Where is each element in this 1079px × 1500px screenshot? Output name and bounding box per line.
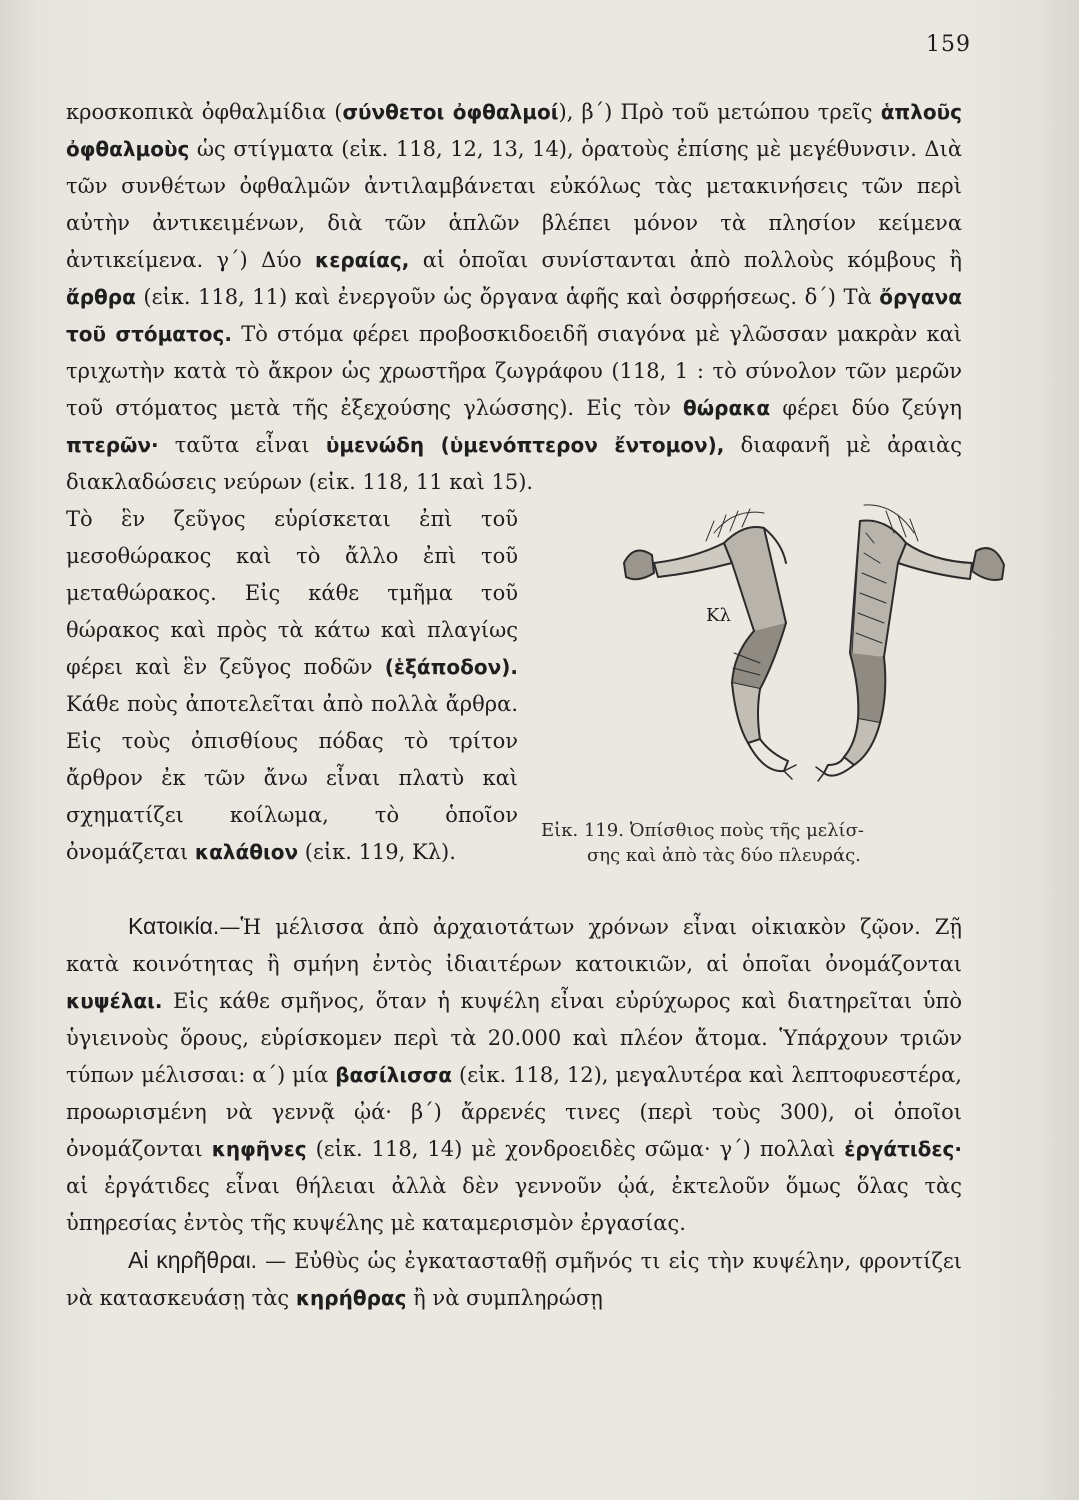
section-heading: Κατοικία. <box>128 913 220 939</box>
figure-bee-hind-leg <box>614 503 1014 803</box>
bold-term: κηφῆνες <box>211 1137 307 1161</box>
text-run: (εἰκ. 118, 11) καὶ ἐνεργοῦν ὡς ὄργανα ἁφῆς καὶ ὀσφρήσεως. δ΄) Τὰ <box>135 285 880 309</box>
text-run: Ἡ μέλισσα ἀπὸ ἀρχαιοτάτων χρόνων εἶναι οἰκιακὸν ζῷον. Ζῇ κατὰ κοινότητας ἢ σμήνη ἐντὸς ἰδιαιτέρων κατοικιῶν, αἱ ὁποῖαι ὀνομάζονται <box>66 915 962 976</box>
text-run: (εἰκ. 118, 14) μὲ χονδροειδὲς σῶμα· γ΄) πολλαὶ <box>306 1137 845 1161</box>
text-run: ταῦτα εἶναι <box>158 433 326 457</box>
text-run: — <box>257 1249 295 1273</box>
text-run: (εἰκ. 118, 12), μεγαλυτέρα καὶ λεπτοφυεστέρα, προωρισμένη νὰ γεννᾷ ᾠά· β΄) ἄρρενές τινες (περὶ τοὺς 300), οἱ ὁποῖοι ὀνομάζονται <box>66 1063 962 1161</box>
caption-line-1: Εἰκ. 119. Ὀπίσθιος ποὺς τῆς μελίσ- <box>541 820 864 841</box>
bold-term: κυψέλαι. <box>66 989 163 1013</box>
paragraph-legs <box>66 501 518 871</box>
bold-term: ὑμενώδη (ὑμενόπτερον ἔντομον), <box>325 433 725 457</box>
text-run: Εὐθὺς ὡς ἐγκατασταθῇ σμῆνός τι εἰς τὴν κυψέλην, φροντίζει νὰ κατασκευάσῃ τὰς <box>66 1249 962 1310</box>
text-run: Τὸ ἓν ζεῦγος εὑρίσκεται ἐπὶ τοῦ μεσοθώρακος καὶ τὸ ἄλλο ἐπὶ τοῦ μεταθώρακος. Εἰς κάθε τμῆμα τοῦ θώρακος καὶ πρὸς τὰ κάτω καὶ πλαγίως φέρει καὶ ἓν ζεῦγος ποδῶν <box>66 507 518 679</box>
bold-term: θώρακα <box>683 396 771 420</box>
text-run: Εἰς κάθε σμῆνος, ὅταν ἡ κυψέλη εἶναι εὐρύχωρος καὶ διατηρεῖται ὑπὸ ὑγιεινοὺς ὅρους, εὑρίσκομεν περὶ τὰ 20.000 καὶ πλέον ἄτομα. Ὑπάρχουν τριῶν τύπων μέλισσαι: α΄) μία <box>66 989 962 1087</box>
bold-term: καλάθιον <box>194 840 299 864</box>
bold-term: σύνθετοι ὀφθαλμοί <box>342 100 559 124</box>
section-heading: Αἱ κηρῆθραι. <box>128 1247 258 1273</box>
text-run: ὡς στίγματα (εἰκ. 118, 12, 13, 14), ὁρατοὺς ἐπίσης μὲ μεγέθυνσιν. Διὰ τῶν συνθέτων ὀφθαλμῶν ἀντιλαμβάνεται εὐκόλως τὰς μετακινήσεις τῶν περὶ αὐτὴν ἀντικειμένων, διὰ τῶν ἁπλῶν βλέπει μόνον τὰ πλησίον κείμενα ἀντικείμενα. γ΄) Δύο <box>66 137 962 272</box>
text-run: ), β΄) Πρὸ τοῦ μετώπου τρεῖς <box>558 100 881 124</box>
paragraph-compound-eyes <box>66 94 962 501</box>
text-run: διαφανῆ μὲ ἀραιὰς διακλαδώσεις νεύρων (εἰκ. 118, 11 καὶ 15). <box>66 433 963 494</box>
bold-term: κηρήθρας <box>295 1286 407 1310</box>
text-run: φέρει δύο ζεύγη <box>770 396 962 420</box>
bold-term: ἄρθρα <box>66 285 136 309</box>
text-run: αἱ ὁποῖαι συνίστανται ἀπὸ πολλοὺς κόμβους ἢ <box>409 248 962 272</box>
text-run: αἱ ἐργάτιδες εἶναι θήλειαι ἀλλὰ δὲν γεννοῦν ᾠά, ἐκτελοῦν ὅμως ὅλας τὰς ὑπηρεσίας ἐντὸς τῆς κυψέλης μὲ καταμερισμὸν ἐργασίας. <box>66 1174 962 1235</box>
paragraph-habitat <box>66 908 962 1242</box>
paragraph-honeycombs <box>66 1242 962 1317</box>
text-run: Κάθε ποὺς ἀποτελεῖται ἀπὸ πολλὰ ἄρθρα. Εἰς τοὺς ὀπισθίους πόδας τὸ τρίτον ἄρθρον ἐκ τῶν ἄνω εἶναι πλατὺ καὶ σχηματίζει κοίλωμα, τὸ ὁποῖον ὀνομάζεται <box>66 692 518 864</box>
bold-term: ἐργάτιδες· <box>844 1137 962 1161</box>
figure-caption <box>541 818 961 868</box>
caption-line-2: σης καὶ ἀπὸ τὰς δύο πλευράς. <box>587 845 861 866</box>
text-with-figure <box>66 501 962 908</box>
bee-leg-illustration <box>614 503 1014 803</box>
text-run: κροσκοπικὰ ὀφθαλμίδια ( <box>66 100 343 124</box>
figure-label-kl: Κλ <box>706 605 731 626</box>
text-run: — <box>219 915 241 939</box>
text-run: Τὸ στόμα φέρει προβοσκιδοειδῆ σιαγόνα μὲ γλῶσσαν μακρὰν καὶ τριχωτὴν κατὰ τὸ ἄκρον ὡς χρωστῆρα ζωγράφου (118, 1 : τὸ σύνολον τῶν μερῶν τοῦ στόματος μετὰ τῆς ἐξεχούσης γλώσσης). Εἰς τὸν <box>66 322 962 420</box>
text-run: (εἰκ. 119, Κλ). <box>298 840 456 864</box>
bold-term: κεραίας, <box>314 248 410 272</box>
bold-term: πτερῶν· <box>66 433 159 457</box>
bold-term: βασίλισσα <box>335 1063 453 1087</box>
page-number: 159 <box>926 32 971 57</box>
text-run: ἢ νὰ συμπληρώσῃ <box>406 1286 603 1310</box>
bold-term: ὄργανα τοῦ στόματος. <box>66 285 962 346</box>
bold-term: ἁπλοῦς ὀφθαλμοὺς <box>66 100 963 161</box>
bold-term: (ἑξάποδον). <box>384 655 518 679</box>
body-text <box>66 94 962 1317</box>
